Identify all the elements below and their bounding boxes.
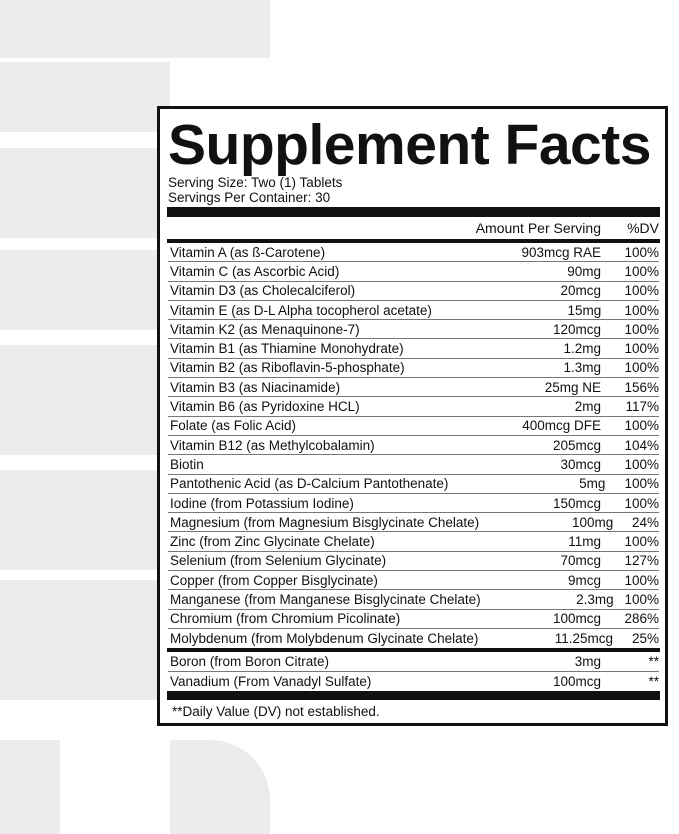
- label-title: Supplement Facts: [168, 113, 651, 177]
- amount: 11.25mcg: [554, 631, 614, 647]
- amount: 1.3mg: [563, 360, 601, 376]
- daily-value: 100%: [624, 456, 659, 472]
- amount: 903mcg RAE: [521, 244, 601, 260]
- amount: 150mcg: [552, 495, 601, 511]
- daily-value: 100%: [624, 283, 659, 299]
- nutrient-name: Vitamin B12 (as Methylcobalamin): [170, 437, 375, 453]
- supplement-facts-label: [157, 106, 668, 726]
- amount: 205mcg: [552, 437, 601, 453]
- table-row: [168, 652, 659, 671]
- daily-value: 100%: [624, 418, 659, 434]
- table-row: [168, 513, 659, 532]
- nutrient-name: Molybdenum (from Molybdenum Glycinate Chelate): [170, 631, 479, 647]
- table-row: [168, 494, 659, 513]
- nutrient-name: Copper (from Copper Bisglycinate): [170, 572, 378, 588]
- daily-value: 100%: [624, 591, 659, 607]
- daily-value: 100%: [624, 495, 659, 511]
- daily-value: 24%: [631, 514, 659, 530]
- amount: 100mcg: [552, 611, 601, 627]
- amount: 100mcg: [552, 673, 601, 689]
- table-row: [168, 610, 659, 629]
- nutrient-name: Vitamin C (as Ascorbic Acid): [170, 263, 340, 279]
- table-row: [168, 436, 659, 455]
- daily-value: 100%: [624, 534, 659, 550]
- table-row: [168, 262, 659, 281]
- other-ingredients-table: [168, 652, 659, 691]
- nutrient-name: Vitamin A (as ß-Carotene): [170, 244, 326, 260]
- table-row: [168, 359, 659, 378]
- nutrient-name: Boron (from Boron Citrate): [170, 653, 330, 669]
- daily-value: **: [648, 653, 659, 669]
- divider-thick: [167, 691, 660, 700]
- amount: 11mg: [568, 534, 601, 550]
- table-row: [168, 397, 659, 416]
- amount-header: Amount Per Serving: [475, 220, 601, 236]
- footnote: **Daily Value (DV) not established.: [172, 703, 380, 719]
- dv-header: %DV: [627, 220, 659, 236]
- nutrient-name: Folate (as Folic Acid): [170, 418, 297, 434]
- daily-value: 104%: [624, 437, 659, 453]
- nutrient-name: Vitamin K2 (as Menaquinone-7): [170, 321, 360, 337]
- nutrient-name: Vitamin B3 (as Niacinamide): [170, 379, 341, 395]
- nutrient-name: Zinc (from Zinc Glycinate Chelate): [170, 534, 375, 550]
- table-row: [168, 475, 659, 494]
- nutrient-name: Selenium (from Selenium Glycinate): [170, 553, 387, 569]
- nutrient-name: Vitamin B2 (as Riboflavin-5-phosphate): [170, 360, 405, 376]
- nutrient-name: Pantothenic Acid (as D-Calcium Pantothenate): [170, 476, 449, 492]
- table-row: [168, 532, 659, 551]
- amount: 30mcg: [560, 456, 601, 472]
- amount: 90mg: [567, 263, 601, 279]
- daily-value: 156%: [624, 379, 659, 395]
- serving-size: Serving Size: Two (1) Tablets: [168, 175, 343, 190]
- table-row: [168, 339, 659, 358]
- amount: 120mcg: [552, 321, 601, 337]
- table-row: [168, 590, 659, 609]
- nutrient-name: Biotin: [170, 456, 204, 472]
- nutrient-name: Vitamin D3 (as Cholecalciferol): [170, 283, 356, 299]
- nutrient-name: Magnesium (from Magnesium Bisglycinate Chelate): [170, 514, 480, 530]
- nutrient-name: Iodine (from Potassium Iodine): [170, 495, 354, 511]
- daily-value: 25%: [631, 631, 659, 647]
- amount: 2mg: [574, 399, 601, 415]
- table-header: [168, 217, 659, 239]
- amount: 100mg: [571, 514, 614, 530]
- amount: 5mg: [579, 476, 606, 492]
- table-row: [168, 552, 659, 571]
- nutrient-name: Vitamin B1 (as Thiamine Monohydrate): [170, 341, 404, 357]
- nutrient-table: [168, 243, 659, 648]
- nutrient-name: Vanadium (From Vanadyl Sulfate): [170, 673, 372, 689]
- amount: 20mcg: [560, 283, 601, 299]
- daily-value: 100%: [624, 302, 659, 318]
- amount: 2.3mg: [576, 591, 614, 607]
- table-row: [168, 417, 659, 436]
- table-row: [168, 320, 659, 339]
- table-row: [168, 282, 659, 301]
- table-row: [168, 571, 659, 590]
- table-row: [168, 301, 659, 320]
- servings-per-container: Servings Per Container: 30: [168, 190, 331, 205]
- daily-value: 100%: [624, 360, 659, 376]
- table-row: [168, 243, 659, 262]
- amount: 70mcg: [560, 553, 601, 569]
- daily-value: 100%: [624, 476, 659, 492]
- daily-value: 100%: [624, 263, 659, 279]
- daily-value: 100%: [624, 572, 659, 588]
- table-row: [168, 672, 659, 691]
- table-row: [168, 378, 659, 397]
- daily-value: 127%: [624, 553, 659, 569]
- amount: 25mg NE: [544, 379, 601, 395]
- amount: 3mg: [574, 653, 601, 669]
- divider-thick: [167, 207, 660, 217]
- amount: 15mg: [567, 302, 602, 318]
- table-row: [168, 629, 659, 648]
- nutrient-name: Vitamin B6 (as Pyridoxine HCL): [170, 399, 360, 415]
- table-row: [168, 455, 659, 474]
- amount: 9mcg: [567, 572, 601, 588]
- nutrient-name: Manganese (from Manganese Bisglycinate Chelate): [170, 591, 481, 607]
- nutrient-name: Vitamin E (as D-L Alpha tocopherol acetate): [170, 302, 432, 318]
- daily-value: 117%: [625, 399, 659, 415]
- amount: 1.2mg: [563, 341, 601, 357]
- daily-value: 100%: [624, 341, 659, 357]
- amount: 400mcg DFE: [522, 418, 601, 434]
- daily-value: 286%: [624, 611, 659, 627]
- daily-value: 100%: [624, 244, 659, 260]
- daily-value: **: [648, 673, 659, 689]
- nutrient-name: Chromium (from Chromium Picolinate): [170, 611, 401, 627]
- daily-value: 100%: [624, 321, 659, 337]
